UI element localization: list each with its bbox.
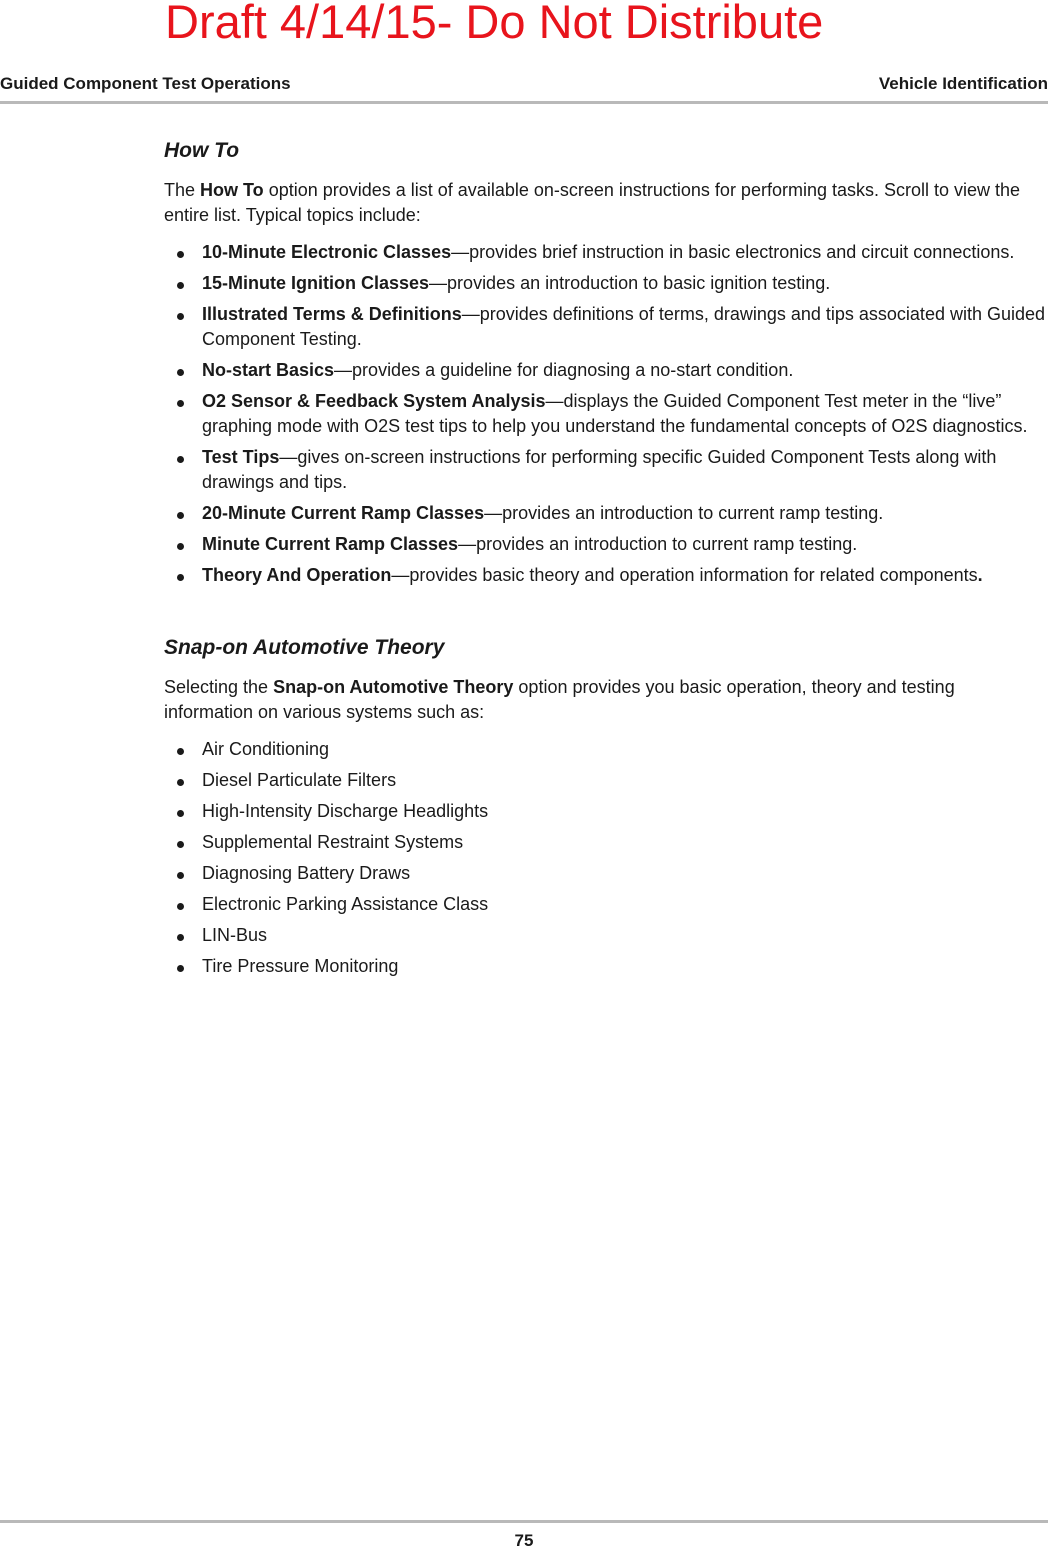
header-chapter-title: Guided Component Test Operations: [0, 74, 291, 93]
topic-desc: —provides a guideline for diagnosing a no-start condition.: [334, 360, 794, 380]
system-name: Electronic Parking Assistance Class: [202, 894, 489, 914]
system-name: High-Intensity Discharge Headlights: [202, 801, 489, 821]
bullet-icon: [177, 872, 184, 879]
topic-term: 20-Minute Current Ramp Classes: [202, 503, 485, 523]
bullet-icon: [177, 748, 184, 755]
how-to-intro-pre: The: [164, 180, 201, 200]
how-to-section: [164, 136, 1048, 588]
footer-divider: [0, 1520, 1048, 1523]
list-item: [164, 799, 1048, 824]
system-name: Diesel Particulate Filters: [202, 770, 397, 790]
list-item: [164, 271, 1048, 296]
topic-term: 10-Minute Electronic Classes: [202, 242, 452, 262]
snapon-intro-post: option provides you basic operation, theory and testing information on various systems such as:: [164, 677, 955, 722]
topic-term: Theory And Operation: [202, 565, 392, 585]
header-section-title: Vehicle Identification: [878, 74, 1048, 93]
list-item: [164, 830, 1048, 855]
list-item: [164, 302, 1048, 352]
system-name: LIN-Bus: [202, 925, 268, 945]
how-to-intro-post: option provides a list of available on-screen instructions for performing tasks. Scroll to view the entire list. Typical topics include:: [164, 180, 1021, 225]
how-to-topic-list: [164, 240, 1048, 588]
topic-term: O2 Sensor & Feedback System Analysis: [202, 391, 546, 411]
topic-term: Illustrated Terms & Definitions: [202, 304, 462, 324]
list-item: [164, 861, 1048, 886]
list-item: [164, 923, 1048, 948]
how-to-intro: [164, 178, 1048, 228]
topic-desc: —gives on-screen instructions for performing specific Guided Component Tests along with drawings and tips.: [202, 447, 997, 492]
topic-term: Test Tips: [202, 447, 280, 467]
how-to-heading: How To: [164, 139, 240, 162]
system-name: Tire Pressure Monitoring: [202, 956, 399, 976]
topic-desc: —provides an introduction to current ramp testing.: [484, 503, 884, 523]
topic-desc: —provides definitions of terms, drawings and tips associated with Guided Component Testing.: [202, 304, 1046, 349]
topic-term: Minute Current Ramp Classes: [202, 534, 459, 554]
bullet-icon: [177, 456, 184, 463]
list-item: [164, 892, 1048, 917]
bullet-icon: [177, 543, 184, 550]
topic-term: No-start Basics: [202, 360, 335, 380]
how-to-intro-bold: How To: [200, 180, 264, 200]
bullet-icon: [177, 251, 184, 258]
snapon-theory-intro: [164, 675, 1048, 725]
topic-desc: —provides basic theory and operation information for related components: [391, 565, 978, 585]
topic-desc: —provides an introduction to current ramp testing.: [458, 534, 858, 554]
snapon-theory-heading: Snap-on Automotive Theory: [164, 636, 445, 659]
topic-desc: —provides an introduction to basic ignition testing.: [429, 273, 831, 293]
topic-term: 15-Minute Ignition Classes: [202, 273, 430, 293]
list-item: [164, 954, 1048, 979]
snapon-system-list: [164, 737, 1048, 979]
bullet-icon: [177, 841, 184, 848]
bullet-icon: [177, 903, 184, 910]
list-item: [164, 240, 1048, 265]
list-item: [164, 358, 1048, 383]
list-item: [164, 532, 1048, 557]
topic-desc: —provides brief instruction in basic electronics and circuit connections.: [451, 242, 1015, 262]
list-item: [164, 768, 1048, 793]
bullet-icon: [177, 512, 184, 519]
bullet-icon: [177, 810, 184, 817]
list-item: [164, 563, 1048, 588]
topic-desc: —displays the Guided Component Test meter in the “live” graphing mode with O2S test tips to help you understand the fundamental concepts of O2S diagnostics.: [202, 391, 1028, 436]
bullet-icon: [177, 282, 184, 289]
snapon-intro-bold: Snap-on Automotive Theory: [273, 677, 514, 697]
running-header: [0, 74, 1048, 96]
system-name: Air Conditioning: [202, 739, 330, 759]
list-item: [164, 501, 1048, 526]
snapon-theory-section: [164, 633, 1048, 979]
system-name: Diagnosing Battery Draws: [202, 863, 411, 883]
bullet-icon: [177, 369, 184, 376]
bullet-icon: [177, 934, 184, 941]
bullet-icon: [177, 400, 184, 407]
draft-watermark: Draft 4/14/15- Do Not Distribute: [165, 0, 824, 48]
topic-tail: .: [977, 565, 983, 585]
system-name: Supplemental Restraint Systems: [202, 832, 464, 852]
bullet-icon: [177, 574, 184, 581]
bullet-icon: [177, 313, 184, 320]
list-item: [164, 389, 1048, 439]
bullet-icon: [177, 965, 184, 972]
list-item: [164, 737, 1048, 762]
list-item: [164, 445, 1048, 495]
header-divider: [0, 101, 1048, 104]
page-number: 75: [514, 1531, 534, 1550]
bullet-icon: [177, 779, 184, 786]
page-body: [164, 136, 1048, 985]
snapon-intro-pre: Selecting the: [164, 677, 274, 697]
